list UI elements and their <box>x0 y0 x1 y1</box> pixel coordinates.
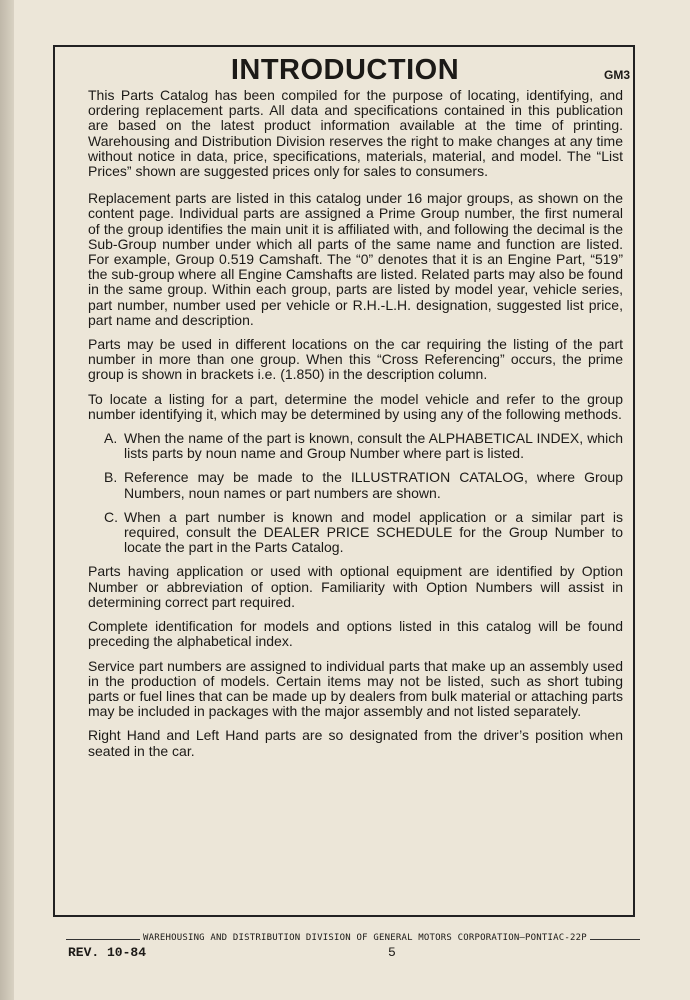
revision-label: REV. 10-84 <box>68 945 147 960</box>
introduction-body <box>88 88 623 768</box>
catalog-code: GM3 <box>604 68 631 82</box>
list-item <box>88 431 623 461</box>
methods-list <box>88 431 623 555</box>
list-item-letter: A. <box>104 430 118 447</box>
paragraph-purpose: This Parts Catalog has been compiled for the purpose of locating, identifying, and ordering replacement parts. All data and specifications contained in this publication are based on the latest product information available at the time of printing. Warehousing and Distribution Division reserves the right to make changes at any time without notice in data, price, specifications, materials, material, and model. The “List Prices” shown are suggested prices only for sales to consumers. <box>88 87 623 180</box>
list-item-text: When the name of the part is known, consult the ALPHABETICAL INDEX, which lists parts by noun name and Group Number where part is listed. <box>124 430 623 462</box>
page-number: 5 <box>388 945 396 960</box>
paragraph-service-parts: Service part numbers are assigned to individual parts that make up an assembly used in the production of models. Certain items may not be listed, such as short tubing parts or fuel lines that can be made up by dealers from bulk material or attaching parts may be included in packages with the major assembly and not listed separately. <box>88 657 623 720</box>
list-item <box>88 470 623 500</box>
page-edge <box>0 0 14 1000</box>
paragraph-groups: Replacement parts are listed in this catalog under 16 major groups, as shown on the content page. Individual parts are assigned a Prime Group number, the first numeral of the group identifies the main unit it is affiliated with, and following the decimal is the Sub-Group number under which all parts of the same name and function are listed. For example, Group 0.519 Camshaft. The “0” denotes that it is an Engine Part, “519” the sub-group where all Engine Camshafts are listed. Related parts may also be found in the same group. Within each group, parts are listed by model year, vehicle series, part number, number used per vehicle or R.H.-L.H. designation, suggested list price, part name and description. <box>88 190 623 328</box>
paragraph-options: Parts having application or used with optional equipment are identified by Option Number or abbreviation of option. Familiarity with Option Numbers will assist in determining correct part required. <box>88 563 623 610</box>
paragraph-locate: To locate a listing for a part, determine the model vehicle and refer to the group number identifying it, which may be determined by using any of the following methods. <box>88 390 623 422</box>
paragraph-identification: Complete identification for models and options listed in this catalog will be found preceding the alphabetical index. <box>88 618 623 650</box>
paragraph-hand-parts: Right Hand and Left Hand parts are so designated from the driver’s position when seated in the car. <box>88 727 623 759</box>
paragraph-cross-reference: Parts may be used in different locations on the car requiring the listing of the part number in more than one group. When this “Cross Referencing” occurs, the prime group is shown in brackets i.e. (1.850) in the description column. <box>88 336 623 383</box>
list-item-text: When a part number is known and model application or a similar part is required, consult the DEALER PRICE SCHEDULE for the Group Number to locate the part in the Parts Catalog. <box>124 508 623 556</box>
list-item <box>88 510 623 556</box>
page-title: INTRODUCTION <box>230 54 460 86</box>
list-item-text: Reference may be made to the ILLUSTRATION CATALOG, where Group Numbers, noun names or part numbers are shown. <box>124 469 623 501</box>
footer-division-line: WAREHOUSING AND DISTRIBUTION DIVISION OF GENERAL MOTORS CORPORATION—PONTIAC-22P <box>140 933 590 943</box>
list-item-letter: B. <box>104 469 118 486</box>
list-item-letter: C. <box>104 508 118 525</box>
